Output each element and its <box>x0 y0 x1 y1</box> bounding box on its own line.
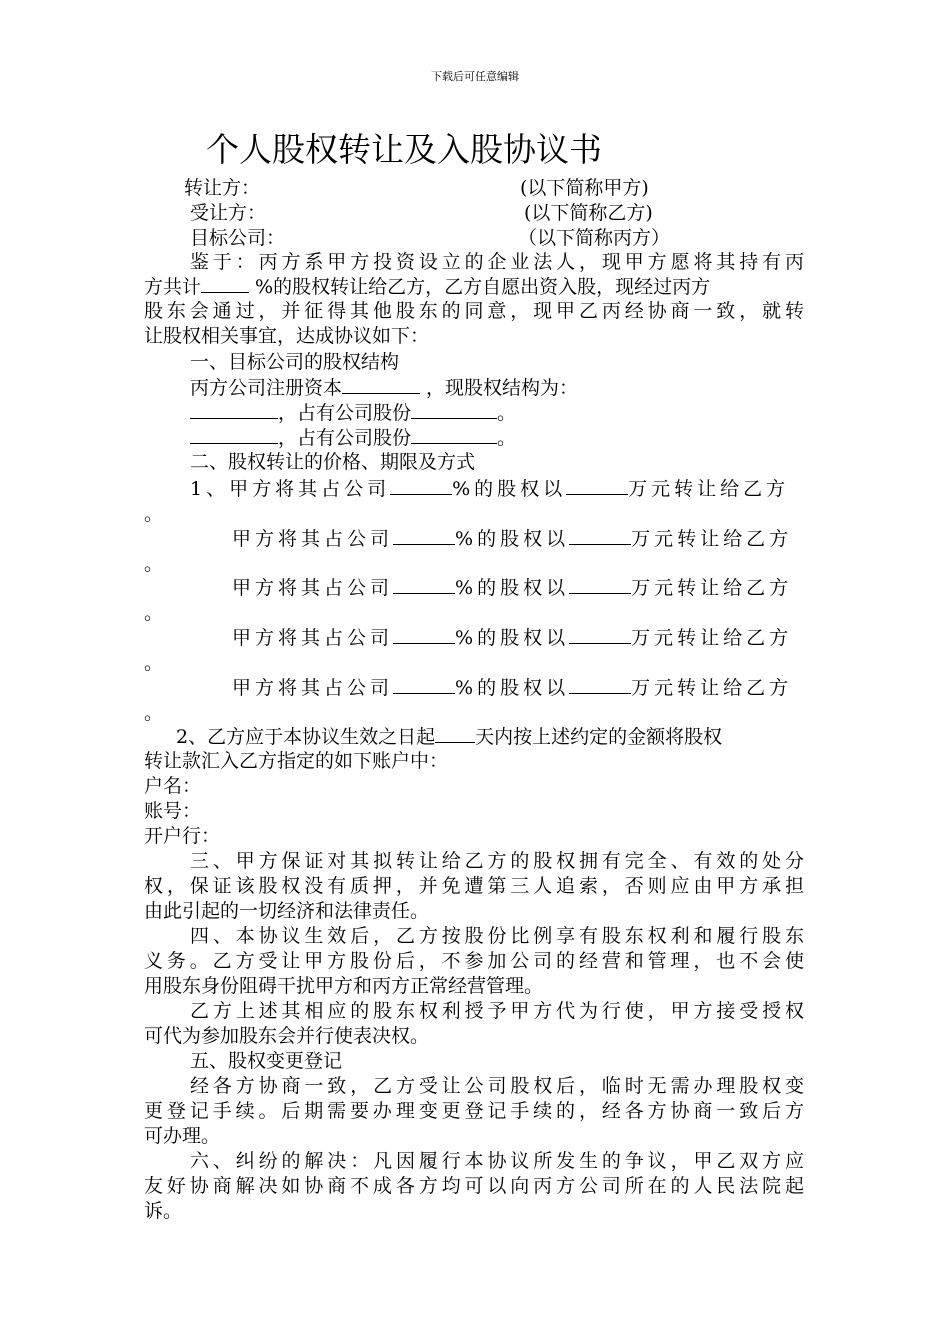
capital-line: 丙方公司注册资本 ，现股权结构为： <box>190 377 579 399</box>
transferor-note: (以下简称甲方) <box>520 177 649 199</box>
section3-line-2: 权，保证该股权没有质押，并免遭第三人追索，否则应由甲方承担 <box>144 875 804 897</box>
preamble-line-4: 让股权相关事宜，达成协议如下： <box>144 325 430 347</box>
preamble-line-1: 鉴于：丙方系甲方投资设立的企业法人，现甲方愿将其持有丙 <box>190 251 804 273</box>
payment-line-2: 转让款汇入乙方指定的如下账户中： <box>144 750 449 772</box>
transferee-label: 受让方： <box>190 202 267 224</box>
payment-line-1: 2、乙方应于本协议生效之日起 天内按上述约定的金额将股权 <box>176 726 723 748</box>
blank-holder-name[interactable] <box>190 400 278 419</box>
header-note: 下载后可任意编辑 <box>431 70 519 83</box>
target-label: 目标公司： <box>190 227 286 249</box>
section4-line-1: 四、本协议生效后，乙方按股份比例享有股东权利和履行股东 <box>190 925 804 947</box>
blank-amount[interactable] <box>569 526 631 545</box>
section5-heading: 五、股权变更登记 <box>190 1050 343 1072</box>
transfer-clause-3: 甲方将其占公司 %的股权以 万元转让给乙方 <box>232 577 793 599</box>
blank-registered-capital[interactable] <box>342 375 420 394</box>
section6-line-1: 六、纠纷的解决：凡因履行本协议所发生的争议，甲乙双方应 <box>190 1150 804 1172</box>
clause-end-mark: 。 <box>144 652 164 674</box>
section5-line-1: 经各方协商一致，乙方受让公司股权后，临时无需办理股权变 <box>190 1075 804 1097</box>
blank-percent[interactable] <box>390 476 452 495</box>
blank-percent[interactable] <box>393 575 455 594</box>
section4-line-4: 乙方上述其相应的股东权利授予甲方代为行使，甲方接受授权 <box>190 1000 804 1022</box>
blank-amount[interactable] <box>569 625 631 644</box>
section4-line-2: 义务。乙方受让甲方股份后，不参加公司的经营和管理，也不会使 <box>144 950 804 972</box>
clause-end-mark: 。 <box>144 553 164 575</box>
transfer-clause-2: 甲方将其占公司 %的股权以 万元转让给乙方 <box>232 528 793 550</box>
target-note: （以下简称丙方） <box>518 227 671 249</box>
section6-line-3: 诉。 <box>144 1200 183 1222</box>
blank-amount[interactable] <box>569 675 631 694</box>
document-title: 个人股权转让及入股协议书 <box>206 130 602 169</box>
blank-holder-name[interactable] <box>190 425 278 444</box>
section4-line-5: 可代为参加股东会并行使表决权。 <box>144 1025 430 1047</box>
account-number-label: 账号： <box>144 800 202 822</box>
blank-amount[interactable] <box>566 476 628 495</box>
blank-percent[interactable] <box>393 625 455 644</box>
clause-end-mark: 。 <box>144 503 164 525</box>
section2-heading: 二、股权转让的价格、期限及方式 <box>190 451 476 473</box>
holding-line-2: ，占有公司股份 。 <box>190 425 516 450</box>
blank-amount[interactable] <box>569 575 631 594</box>
section5-line-2: 更登记手续。后期需要办理变更登记手续的，经各方协商一致后方 <box>144 1100 804 1122</box>
account-name-label: 户名： <box>144 775 202 797</box>
blank-percent[interactable] <box>393 675 455 694</box>
clause-end-mark: 。 <box>144 702 164 724</box>
blank-days[interactable] <box>435 724 475 743</box>
section6-line-2: 友好协商解决如协商不成各方均可以向丙方公司所在的人民法院起 <box>144 1175 804 1197</box>
bank-label: 开户行： <box>144 825 221 847</box>
section3-line-3: 由此引起的一切经济和法律责任。 <box>144 900 430 922</box>
transfer-clause-4: 甲方将其占公司 %的股权以 万元转让给乙方 <box>232 627 793 649</box>
holding-line-1: ，占有公司股份 。 <box>190 400 516 425</box>
section3-line-1: 三、甲方保证对其拟转让给乙方的股权拥有完全、有效的处分 <box>190 850 804 872</box>
section1-heading: 一、目标公司的股权结构 <box>190 351 400 373</box>
transfer-clause-5: 甲方将其占公司 %的股权以 万元转让给乙方 <box>232 677 793 699</box>
preamble-line-3: 股东会通过，并征得其他股东的同意，现甲乙丙经协商一致，就转 <box>144 300 804 322</box>
transferor-label: 转让方： <box>184 177 261 199</box>
transferee-note: (以下简称乙方) <box>524 202 653 224</box>
clause-end-mark: 。 <box>144 602 164 624</box>
preamble-line-2: 方共计 %的股权转让给乙方，乙方自愿出资入股，现经过丙方 <box>144 276 711 298</box>
blank-holder-share[interactable] <box>411 425 497 444</box>
section5-line-3: 可办理。 <box>144 1125 221 1147</box>
blank-total-percent[interactable] <box>201 274 249 293</box>
transfer-clause-1: 1、甲方将其占公司 %的股权以 万元转让给乙方 <box>190 478 790 500</box>
section4-line-3: 用股东身份阻碍干扰甲方和丙方正常经营管理。 <box>144 975 544 997</box>
blank-percent[interactable] <box>393 526 455 545</box>
blank-holder-share[interactable] <box>411 400 497 419</box>
